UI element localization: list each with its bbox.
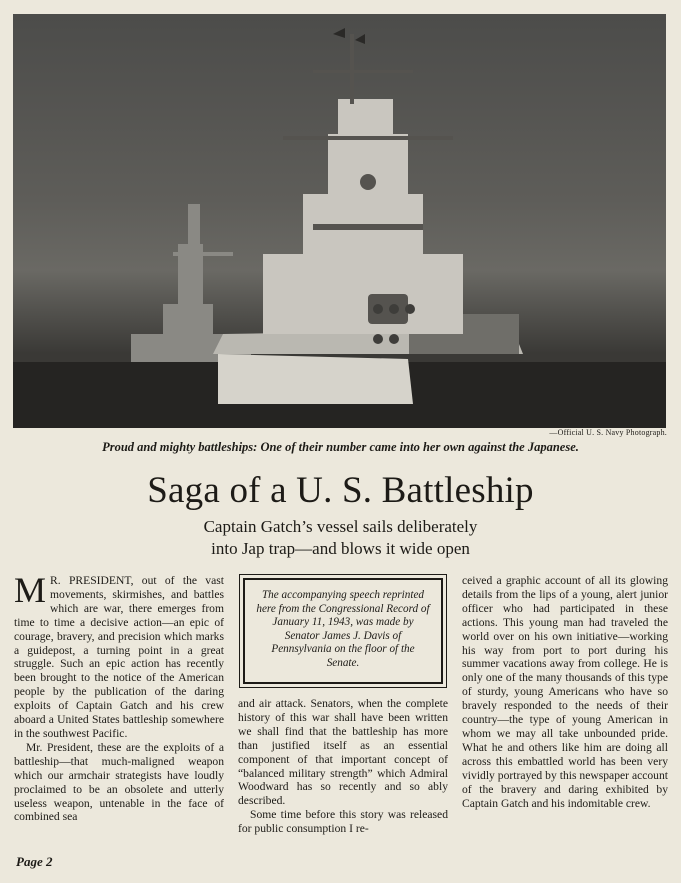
photo-credit: —Official U. S. Navy Photograph. (549, 428, 667, 437)
photo-caption: Proud and mighty battleships: One of their number came into her own against the Japanese. (102, 440, 579, 454)
battleship-photo (13, 14, 666, 428)
article-column-1 (14, 570, 224, 824)
article-column-3 (462, 574, 668, 810)
page-number: Page 2 (16, 854, 53, 869)
column-1-paragraph-1 (14, 570, 224, 741)
article-column-2 (238, 697, 448, 836)
drop-cap: M (14, 570, 47, 610)
column-2-paragraph-1: and air attack. Senators, when the complete history of this war shall have been written we shall find that the battleship has more than justified itself as an essential component of that important concept of “balanced military strength” which Admiral Woodward has so recently and so ably described. (238, 697, 448, 808)
article-subhead (0, 516, 681, 560)
column-1-paragraph-1-text: R. PRESIDENT, out of the vast movements, skirmishes, and battles which are war, there emerges from time to time a decisive action—an epic of courage, bravery, and precision which marks a guidepost, a turning point in a great struggle. Such an epic action has recently been brought to the notice of the American people by the publication of the daring exploits of Captain Gatch and his crew aboard a United States battleship somewhere in the southwest Pacific. (14, 574, 224, 740)
editor-note-box: The accompanying speech reprinted here from the Congressional Record of January 11, 1943, was made by Senator James J. Davis of Pennsylvania on the floor of the Senate. (243, 578, 443, 684)
subhead-line-2: into Jap trap—and blows it wide open (211, 539, 470, 558)
column-2-paragraph-2: Some time before this story was released for public consumption I re- (238, 808, 448, 836)
article-headline: Saga of a U. S. Battleship (147, 470, 534, 511)
column-1-paragraph-2: Mr. President, these are the exploits of a battleship—that much-maligned weapon which our armchair strategists have loudly proclaimed to be an obsolete and utterly useless weapon, untenable in the face of combined sea (14, 740, 224, 824)
subhead-line-1: Captain Gatch’s vessel sails deliberately (203, 517, 478, 536)
battleship-illustration (13, 14, 666, 428)
column-3-paragraph-1: ceived a graphic account of all its glowing details from the lips of a young, alert junior officer who had participated in these actions. This young man had traveled the world over on his own initiative—working his way from port to port during his summer vacations away from college. He is only one of the many thousands of this type of sturdy, young Americans who have so bravely responded to the needs of their country—the type of young American in whom we may all take unbounded pride. What he and others like him are doing all across this embattled world has been very vividly portrayed by this newspaper account of the bravery and daring exhibited by Captain Gatch and his indomitable crew. (462, 574, 668, 810)
